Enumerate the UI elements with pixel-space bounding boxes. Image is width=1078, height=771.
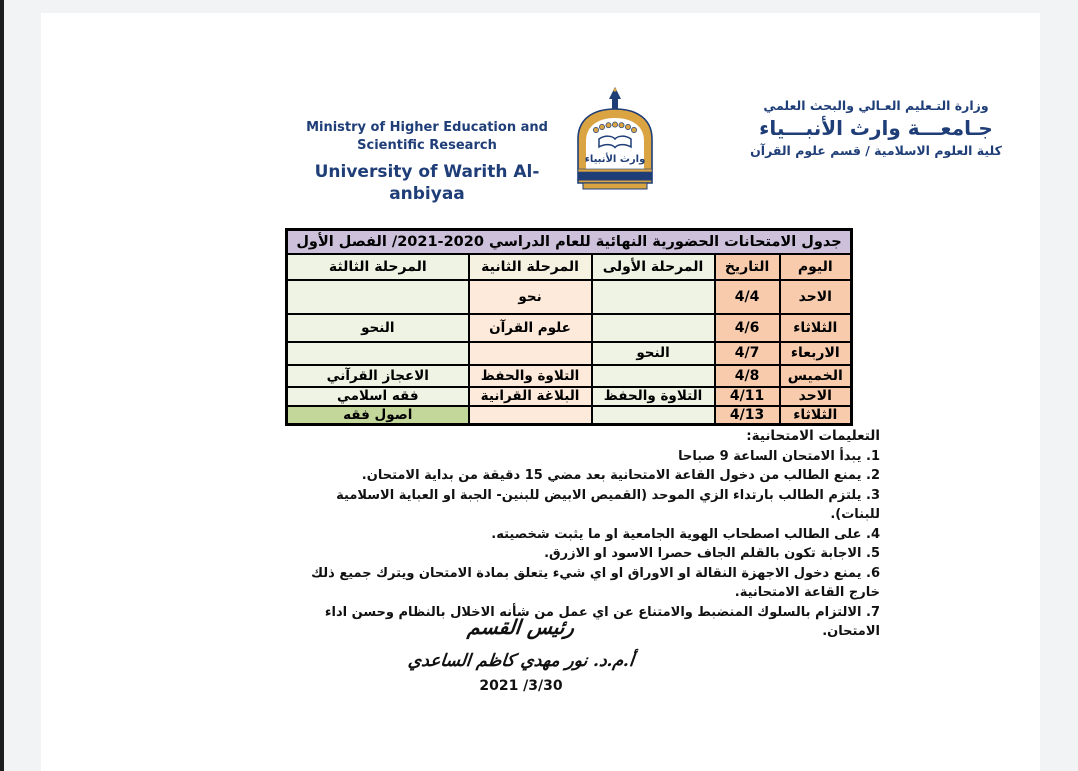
signature-title: رئيس القسم [466,615,576,639]
exam-table-body [287,280,852,425]
university-name-en: University of Warith Al- anbiyaa [314,162,540,204]
cell-stage1 [592,314,715,342]
cell-stage3: الاعجاز القرآني [287,365,469,387]
signature-block [371,615,671,694]
crest-calligraphy-text: وارث الأنبياء [584,154,646,165]
cell-day: الثلاثاء [780,406,852,425]
ministry-name-en-line1: Ministry of Higher Education and [306,120,548,135]
cell-stage2: نحو [469,280,592,314]
cell-date: 4/4 [715,280,780,314]
exam-row [287,387,852,406]
exam-row [287,314,852,342]
cell-date: 4/11 [715,387,780,406]
exam-row [287,365,852,387]
exam-row [287,342,852,365]
instruction-item: 5. الاجابة تكون بالقلم الجاف حصرا الاسود او الازرق. [544,546,880,561]
instruction-item: 6. يمنع دخول الاجهزة النقالة او الاوراق او اي شيء يتعلق بمادة الامتحان ويترك جميع ذلك خارج القاعة الامتحانية. [311,565,880,600]
cell-stage3: فقه اسلامي [287,387,469,406]
table-title-row [287,230,852,254]
left-edge-strip [0,0,4,771]
cell-stage2: البلاغة القرانية [469,387,592,406]
column-header-date: التاريخ [715,254,780,280]
cell-day: الاربعاء [780,342,852,365]
instruction-item: 3. يلتزم الطالب بارتداء الزي الموحد (القميص الابيض للبنين- الجبة او العباية الاسلامية للبنات). [336,487,880,522]
cell-stage2 [469,406,592,425]
cell-stage2 [469,342,592,365]
document-page [41,13,1040,771]
signature-name: أ.م.د. نور مهدي كاظم الساعدي [406,651,635,671]
instruction-item: 4. على الطالب اصطحاب الهوية الجامعية او ما يثبت شخصيته. [491,526,880,542]
cell-stage1: التلاوة والحفظ [592,387,715,406]
header-english [277,119,577,205]
instruction-item: 1. يبدأ الامتحان الساعة 9 صباحا [678,448,880,464]
column-header-stage2: المرحلة الثانية [469,254,592,280]
cell-date: 4/8 [715,365,780,387]
cell-stage2: علوم القرآن [469,314,592,342]
exam-row [287,280,852,314]
cell-stage3: اصول فقه [287,406,469,425]
table-title: جدول الامتحانات الحضورية النهائية للعام الدراسي 2020-2021/ الفصل الأول [287,230,852,254]
cell-stage1 [592,406,715,425]
cell-day: الثلاثاء [780,314,852,342]
cell-date: 4/6 [715,314,780,342]
cell-stage3: النحو [287,314,469,342]
exam-schedule-table [285,228,853,426]
instructions-heading: التعليمات الامتحانية: [746,428,880,444]
column-header-stage1: المرحلة الأولى [592,254,715,280]
university-name-ar: جـامعـــة وارث الأنبـــياء [759,116,993,140]
ministry-name-en-line2: Scientific Research [357,138,497,153]
table-header-row [287,254,852,280]
header-arabic [717,97,1035,159]
cell-stage3 [287,280,469,314]
exam-row [287,406,852,425]
cell-date: 4/7 [715,342,780,365]
instructions-section [284,427,880,642]
cell-stage3 [287,342,469,365]
cell-day: الخميس [780,365,852,387]
cell-stage1 [592,365,715,387]
university-logo [565,87,665,197]
instructions-list [284,447,880,642]
instruction-item: 2. يمنع الطالب من دخول القاعة الامتحانية بعد مضي 15 دقيقة من بداية الامتحان. [361,468,880,483]
signature-date: 2021 /3/30 [479,678,563,694]
university-crest-icon [565,87,665,197]
cell-stage1 [592,280,715,314]
ministry-name-ar: وزارة التـعليم العـالي والبحث العلمي [763,98,989,113]
column-header-stage3: المرحلة الثالثة [287,254,469,280]
cell-day: الاحد [780,280,852,314]
cell-stage1: النحو [592,342,715,365]
cell-stage2: التلاوة والحفظ [469,365,592,387]
college-department-ar: كلية العلوم الاسلامية / قسم علوم القرآن [750,143,1002,158]
cell-day: الاحد [780,387,852,406]
cell-date: 4/13 [715,406,780,425]
instruction-item: 7. الالتزام بالسلوك المنضبط والامتناع عن اي عمل من شأنه الاخلال بالنظام وحسن اداء الامتحان. [324,604,880,639]
column-header-day: اليوم [780,254,852,280]
